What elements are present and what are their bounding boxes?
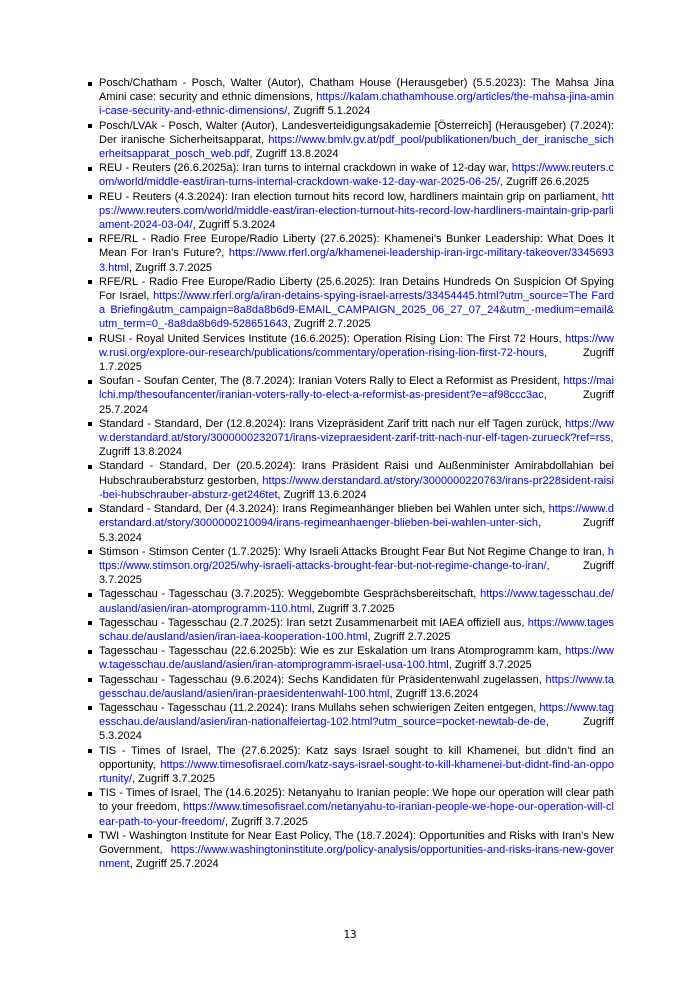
- reference-entry-text: [99, 617, 614, 643]
- reference-text: , Zugriff 5.3.2024: [192, 219, 276, 232]
- reference-entry-text: [99, 503, 614, 543]
- reference-link[interactable]: https://www.rferl.org/a/iran-detains-spying-israel-arrests/33454445.html?utm_source=The Farda Briefing&utm_campaign=8a8da8b6d9-EMAIL_CAMPAIGN_2025_06_27_07_24&utm_-medium=email&utm_term=0_-8a8da8b6d9-528651643: [99, 290, 614, 331]
- reference-entry-text: [99, 375, 614, 415]
- bullet-square-icon: [88, 834, 92, 838]
- reference-text: , Zugriff 13.6.2024: [389, 687, 479, 700]
- reference-entry-text: [99, 460, 614, 500]
- reference-entry-text: [99, 745, 614, 785]
- reference-text: Posch/LVAk - Posch, Walter (Autor), Landesverteidigungsakademie [Österreich] (Herausgeber) (7.2024): Der iranische Sicherheitsapparat,: [99, 119, 614, 146]
- reference-text: , Zugriff 25.7.2024: [99, 389, 614, 416]
- reference-text: Standard - Standard, Der (12.8.2024): Irans Vizepräsident Zarif tritt nach nur elf Tagen zurück,: [99, 417, 566, 430]
- reference-entry-text: [99, 120, 614, 160]
- reference-entry-text: [99, 418, 614, 458]
- reference-entry: [88, 829, 614, 872]
- reference-text: , Zugriff 2.7.2025: [367, 630, 451, 643]
- reference-entry: [88, 417, 614, 460]
- reference-entry: [88, 502, 614, 545]
- reference-text: Standard - Standard, Der (4.3.2024): Irans Regimeanhänger blieben bei Wahlen unter sich,: [99, 503, 549, 516]
- bullet-square-icon: [88, 380, 92, 384]
- bullet-square-icon: [88, 593, 92, 597]
- reference-link[interactable]: https://mailchi.mp/thesoufancenter/iranian-voters-rally-to-elect-a-reformist-as-president?e=af98ccc3ac: [99, 375, 614, 402]
- reference-link[interactable]: https://www.rusi.org/explore-our-research/publications/commentary/operation-rising-lion-first-72-hours: [99, 332, 614, 359]
- reference-text: Standard - Standard, Der (20.5.2024): Irans Präsident Raisi und Außenminister Amirabdollahian bei Hubschrauberabsturz gestorben,: [99, 460, 614, 487]
- reference-text: , Zugriff 2.7.2025: [287, 318, 371, 331]
- page-number: 13: [343, 928, 357, 941]
- page-footer: [0, 928, 700, 941]
- reference-text: Stimson - Stimson Center (1.7.2025): Why Israeli Attacks Brought Fear But Not Regime Change to Iran,: [99, 545, 608, 558]
- reference-entry: [88, 161, 614, 189]
- bullet-square-icon: [88, 706, 92, 710]
- reference-link[interactable]: https://www.bmlv.gv.at/pdf_pool/publikationen/buch_der_iranische_sicherheitsapparat_posch_web.pdf: [99, 133, 614, 161]
- reference-text: , Zugriff 5.1.2024: [287, 105, 371, 118]
- reference-entry: [88, 673, 614, 701]
- reference-entry: [88, 119, 614, 162]
- reference-entry-text: [99, 162, 614, 188]
- bullet-square-icon: [88, 749, 92, 753]
- reference-text: , Zugriff 3.7.2025: [99, 559, 614, 587]
- reference-text: , Zugriff 5.3.2024: [99, 517, 614, 544]
- bullet-square-icon: [88, 678, 92, 682]
- reference-link[interactable]: https://www.derstandard.at/story/3000000220763/irans-pr228sident-raisi-bei-hubschrauber-absturz-get246tet: [99, 474, 614, 501]
- reference-link[interactable]: https://www.timesofisrael.com/netanyahu-to-iranian-people-we-hope-our-operation-will-clear-path-to-your-freedom/: [99, 801, 614, 828]
- reference-text: REU - Reuters (4.3.2024): Iran election turnout hits record low, hardliners maintain grip on parliament,: [99, 190, 602, 203]
- reference-link[interactable]: https://www.washingtoninstitute.org/policy-analysis/opportunities-and-risks-irans-new-government: [99, 843, 614, 871]
- reference-entry: [88, 545, 614, 588]
- reference-text: TWI - Washington Institute for Near East Policy, The (18.7.2024): Opportunities and Risks with Iran’s New Government,: [99, 829, 614, 856]
- reference-entry-text: [99, 191, 614, 231]
- reference-text: RUSI - Royal United Services Institute (16.6.2025): Operation Rising Lion: The First 72 Hours,: [99, 332, 566, 345]
- reference-text: , Zugriff 26.6.2025: [500, 176, 590, 189]
- reference-entry: [88, 644, 614, 672]
- reference-link[interactable]: https://www.tagesschau.de/ausland/asien/iran-atomprogramm-israel-usa-100.html: [99, 645, 614, 672]
- reference-entry-text: [99, 787, 614, 827]
- reference-text: , Zugriff 3.7.2025: [128, 261, 212, 274]
- reference-text: Tagesschau - Tagesschau (9.6.2024): Sechs Kandidaten für Präsidentenwahl zugelassen,: [99, 673, 546, 686]
- reference-link[interactable]: https://www.derstandard.at/story/3000000210094/irans-regimeanhaenger-blieben-bei-wahlen-unter-sich: [99, 503, 614, 530]
- reference-text: Tagesschau - Tagesschau (3.7.2025): Weggebombte Gesprächsbereitschaft,: [99, 588, 481, 601]
- reference-entry: [88, 587, 614, 615]
- reference-text: TIS - Times of Israel, The (27.6.2025): Katz says Israel sought to kill Khamenei, but didn’t find an opportunity,: [99, 744, 614, 771]
- reference-text: , Zugriff 25.7.2024: [129, 858, 219, 871]
- reference-link[interactable]: https://kalam.chathamhouse.org/articles/the-mahsa-jina-amini-case-security-and-ethnic-dimensions/: [99, 91, 614, 118]
- reference-link[interactable]: https://www.reuters.com/world/middle-east/iran-election-turnout-hits-record-low-hardliners-maintain-grip-parliament-2024-03-04/: [99, 190, 614, 232]
- reference-entry-text: [99, 702, 614, 742]
- bullet-square-icon: [88, 238, 92, 242]
- reference-link[interactable]: https://www.timesofisrael.com/katz-says-israel-sought-to-kill-khamenei-but-didnt-find-an-opportunity/: [99, 758, 614, 785]
- bullet-square-icon: [88, 508, 92, 512]
- bullet-square-icon: [88, 195, 92, 199]
- reference-text: RFE/RL - Radio Free Europe/Radio Liberty (27.6.2025): Khamenei’s Bunker Leadership: What Does It Mean For Iran’s Future?,: [99, 233, 614, 260]
- reference-entry-text: [99, 546, 614, 586]
- bullet-square-icon: [88, 337, 92, 341]
- reference-entry-text: [99, 674, 614, 700]
- bullet-square-icon: [88, 621, 92, 625]
- reference-entry-text: [99, 77, 614, 117]
- reference-link[interactable]: https://www.tagesschau.de/ausland/asien/iran-iaea-kooperation-100.html: [99, 616, 614, 643]
- reference-entry-text: [99, 830, 614, 870]
- bullet-square-icon: [88, 550, 92, 554]
- reference-entry-text: [99, 276, 614, 331]
- reference-text: TIS - Times of Israel, The (14.6.2025): Netanyahu to Iranian people: We hope our operation will clear path to your freedom,: [99, 787, 614, 814]
- reference-text: , Zugriff 3.7.2025: [132, 772, 215, 785]
- reference-text: , Zugriff 13.6.2024: [277, 488, 367, 501]
- reference-entry: [88, 232, 614, 275]
- reference-text: REU - Reuters (26.6.2025a): Iran turns to internal crackdown in wake of 12-day war,: [99, 162, 512, 175]
- reference-text: , Zugriff 3.7.2025: [448, 659, 532, 672]
- reference-entry: [88, 275, 614, 332]
- bullet-square-icon: [88, 465, 92, 469]
- reference-link[interactable]: https://www.reuters.com/world/middle-east/iran-turns-internal-crackdown-wake-12-day-war-2025-06-25/: [99, 162, 614, 189]
- bullet-square-icon: [88, 124, 92, 128]
- reference-link[interactable]: https://www.rferl.org/a/khamenei-leadership-iran-irgc-military-takeover/33456933.html: [99, 247, 614, 274]
- reference-text: RFE/RL - Radio Free Europe/Radio Liberty (25.6.2025): Iran Detains Hundreds On Suspicion Of Spying For Israel,: [99, 275, 614, 303]
- reference-entry-text: [99, 333, 614, 373]
- bullet-square-icon: [88, 422, 92, 426]
- bullet-square-icon: [88, 280, 92, 284]
- reference-link[interactable]: https://www.tagesschau.de/ausland/asien/iran-praesidentenwahl-100.html: [99, 673, 614, 700]
- reference-link[interactable]: https://www.tagesschau.de/ausland/asien/iran-nationalfeiertag-102.html?utm_source=pocket-newtab-de-de: [99, 701, 614, 729]
- reference-list: [88, 76, 614, 871]
- reference-text: , Zugriff 3.7.2025: [224, 815, 308, 828]
- reference-text: Tagesschau - Tagesschau (22.6.2025b): Wie es zur Eskalation um Irans Atomprogramm kam,: [99, 645, 566, 658]
- reference-entry: [88, 190, 614, 233]
- reference-entry-text: [99, 645, 614, 671]
- bullet-square-icon: [88, 82, 92, 86]
- reference-entry-text: [99, 233, 614, 273]
- reference-entry: [88, 701, 614, 744]
- reference-text: , Zugriff 13.8.2024: [249, 148, 339, 161]
- reference-entry: [88, 616, 614, 644]
- bullet-square-icon: [88, 650, 92, 654]
- reference-entry: [88, 459, 614, 502]
- reference-link[interactable]: https://www.tagesschau.de/ausland/asien/iran-atomprogramm-110.html: [99, 588, 614, 615]
- reference-text: Soufan - Soufan Center, The (8.7.2024): Iranian Voters Rally to Elect a Reformist as President,: [99, 375, 564, 388]
- reference-text: , Zugriff 13.8.2024: [99, 432, 614, 459]
- reference-text: Tagesschau - Tagesschau (2.7.2025): Iran setzt Zusammenarbeit mit IAEA offiziell aus,: [99, 616, 528, 629]
- reference-entry: [88, 786, 614, 829]
- bullet-square-icon: [88, 167, 92, 171]
- bullet-square-icon: [88, 792, 92, 796]
- reference-text: Posch/Chatham - Posch, Walter (Autor), Chatham House (Herausgeber) (5.5.2023): The Mahsa Jina Amini case: security and ethnic dimensions,: [99, 77, 614, 104]
- reference-text: Tagesschau - Tagesschau (11.2.2024): Irans Mullahs sehen schwierigen Zeiten entgegen,: [99, 701, 540, 714]
- reference-entry: [88, 374, 614, 417]
- reference-text: , Zugriff 3.7.2025: [311, 602, 395, 615]
- reference-text: , Zugriff 5.3.2024: [99, 716, 614, 743]
- reference-entry: [88, 76, 614, 119]
- reference-entry: [88, 332, 614, 375]
- reference-text: , Zugriff 1.7.2025: [99, 346, 614, 374]
- reference-link[interactable]: https://www.stimson.org/2025/why-israeli-attacks-brought-fear-but-not-regime-change-to-iran/: [99, 545, 614, 572]
- reference-link[interactable]: https://www.derstandard.at/story/3000000232071/irans-vizepraesident-zarif-tritt-nach-nur-elf-tagen-zurueck?ref=rss: [99, 417, 614, 445]
- reference-entry: [88, 744, 614, 787]
- reference-entry-text: [99, 588, 614, 614]
